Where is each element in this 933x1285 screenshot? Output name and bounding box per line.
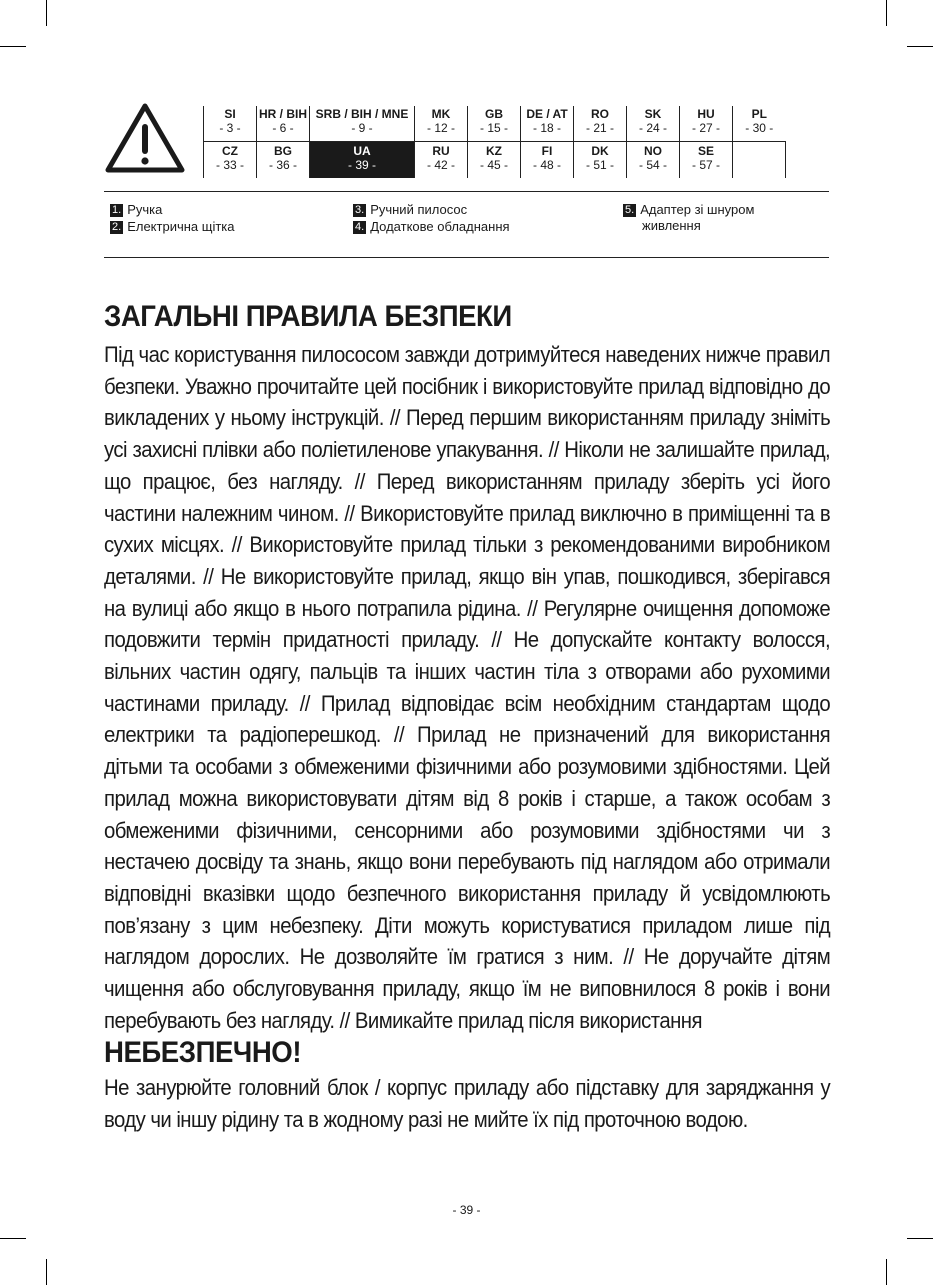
part-item <box>353 219 510 235</box>
language-cell <box>310 106 415 142</box>
warning-triangle-icon <box>104 102 186 174</box>
part-item <box>623 202 754 234</box>
language-index-table <box>203 106 786 178</box>
language-code: HR / BIH <box>259 107 307 121</box>
divider <box>104 191 829 192</box>
part-label: Ручний пилосос <box>370 202 468 217</box>
part-label: Адаптер зі шнуром <box>640 202 755 217</box>
language-page: - 30 - <box>745 121 774 135</box>
language-code: NO <box>644 144 662 158</box>
language-page: - 3 - <box>219 121 241 135</box>
crop-mark <box>907 1238 933 1239</box>
language-cell-empty <box>733 142 786 179</box>
crop-mark <box>0 1238 26 1239</box>
part-number: 2. <box>112 221 122 233</box>
language-code: FI <box>541 144 553 158</box>
language-cell <box>415 142 468 179</box>
language-cell-active <box>310 142 415 179</box>
part-number: 4. <box>355 221 365 233</box>
language-page: - 9 - <box>351 121 373 135</box>
language-code: DK <box>591 144 609 158</box>
language-code: DE / AT <box>526 107 568 121</box>
language-page: - 57 - <box>691 158 720 172</box>
page-number: - 39 - <box>452 1203 481 1217</box>
language-page: - 21 - <box>585 121 614 135</box>
crop-mark <box>46 0 47 26</box>
language-cell <box>468 106 521 142</box>
crop-mark <box>886 0 887 26</box>
language-page: - 36 - <box>268 158 297 172</box>
language-code: UA <box>353 144 371 158</box>
crop-mark <box>0 46 26 47</box>
language-page: - 6 - <box>272 121 294 135</box>
crop-mark <box>886 1259 887 1285</box>
language-page: - 24 - <box>638 121 667 135</box>
language-cell <box>733 106 786 142</box>
language-cell <box>257 142 310 179</box>
language-page: - 12 - <box>426 121 455 135</box>
part-number: 5. <box>625 204 635 216</box>
part-label: Додаткове обладнання <box>370 219 510 234</box>
language-page: - 15 - <box>479 121 508 135</box>
language-cell <box>468 142 521 179</box>
section-body: Під час користування пилососом завжди дотримуйтеся наведених нижче правил безпеки. Уважно прочитайте цей посібник і використовуйте прилад відповідно до викладених у ньому інструкцій. // Перед першим використанням приладу зніміть усі захисні плівки або поліетиленове упакування. // Ніколи не залишайте прилад, що працює, без нагляду. // Перед використанням приладу зберіть усі його частини належним чином. // Використовуйте прилад виключно в приміщенні та в сухих місцях. // Використовуйте прилад тільки з рекомендованими виробником деталями. // Не використовуйте прилад, якщо він упав, пошкодився, зберігався на вулиці або якщо в нього потрапила рідина. // Регулярне очищення допоможе подовжити термін придатності приладу. // Не допускайте контакту волосся, вільних частин одягу, пальців та інших частин тіла з отворами або рухомими частинами приладу. // Прилад відповідає всім необхідним стандартам щодо електрики та радіоперешкод. // Прилад не призначений для використання дітьми та особами з обмеженими фізичними або розумовими здібностями. Цей прилад можна використовувати дітям від 8 років і старше, а також особам з обмеженими фізичними, сенсорними або розумовими здібностями чи з нестачею досвіду та знань, якщо вони перебувають під наглядом або отримали відповідні вказівки щодо безпечного використання приладу й усвідомлюють пов’язану з цим небезпеку. Діти можуть користуватися приладом лише під наглядом дорослих. Не дозволяйте їм гратися з ним. // Не доручайте дітям чищення або обслуговування приладу, якщо їм не виповнилося 8 років і вони перебувають без нагляду. // Вимикайте прилад після використання <box>104 342 831 1033</box>
part-item <box>110 219 235 235</box>
language-code: CZ <box>222 144 238 158</box>
language-row <box>204 142 786 179</box>
section-heading: ЗАГАЛЬНІ ПРАВИЛА БЕЗПЕКИ <box>104 300 512 333</box>
language-cell <box>204 142 257 179</box>
divider <box>104 257 829 258</box>
language-cell <box>680 142 733 179</box>
language-code: PL <box>751 107 767 121</box>
part-item <box>353 202 467 218</box>
language-code: SK <box>644 107 662 121</box>
language-cell <box>627 106 680 142</box>
language-code: HU <box>697 107 715 121</box>
language-page: - 42 - <box>426 158 455 172</box>
language-cell <box>415 106 468 142</box>
language-page: - 48 - <box>532 158 561 172</box>
part-number: 3. <box>355 204 365 216</box>
language-code: BG <box>274 144 292 158</box>
language-page: - 27 - <box>691 121 720 135</box>
part-label-continued: живлення <box>642 218 701 233</box>
language-cell <box>574 142 627 179</box>
language-code: SE <box>697 144 714 158</box>
language-cell <box>627 142 680 179</box>
crop-mark <box>46 1259 47 1285</box>
language-cell <box>204 106 257 142</box>
language-cell <box>521 106 574 142</box>
part-item <box>110 202 162 218</box>
language-code: RO <box>591 107 609 121</box>
language-page: - 33 - <box>215 158 244 172</box>
language-code: SI <box>224 107 236 121</box>
language-cell <box>680 106 733 142</box>
language-page: - 39 - <box>347 158 376 172</box>
language-cell <box>521 142 574 179</box>
language-page: - 18 - <box>532 121 561 135</box>
part-label: Ручка <box>127 202 163 217</box>
language-cell <box>257 106 310 142</box>
language-code: MK <box>431 107 451 121</box>
language-code: RU <box>432 144 450 158</box>
language-cell <box>574 106 627 142</box>
language-page: - 51 - <box>585 158 614 172</box>
part-label: Електрична щітка <box>127 219 235 234</box>
section-body: Не занурюйте головний блок / корпус приладу або підставку для заряджання у воду чи іншу рідину та в жодному разі не мийте їх під проточною водою. <box>104 1075 831 1132</box>
language-row <box>204 106 786 142</box>
language-code: KZ <box>486 144 502 158</box>
part-number: 1. <box>112 204 122 216</box>
language-code: SRB / BIH / MNE <box>315 107 409 121</box>
crop-mark <box>907 46 933 47</box>
language-code: GB <box>485 107 503 121</box>
language-page: - 45 - <box>479 158 508 172</box>
language-page: - 54 - <box>638 158 667 172</box>
section-heading: НЕБЕЗПЕЧНО! <box>104 1036 302 1069</box>
